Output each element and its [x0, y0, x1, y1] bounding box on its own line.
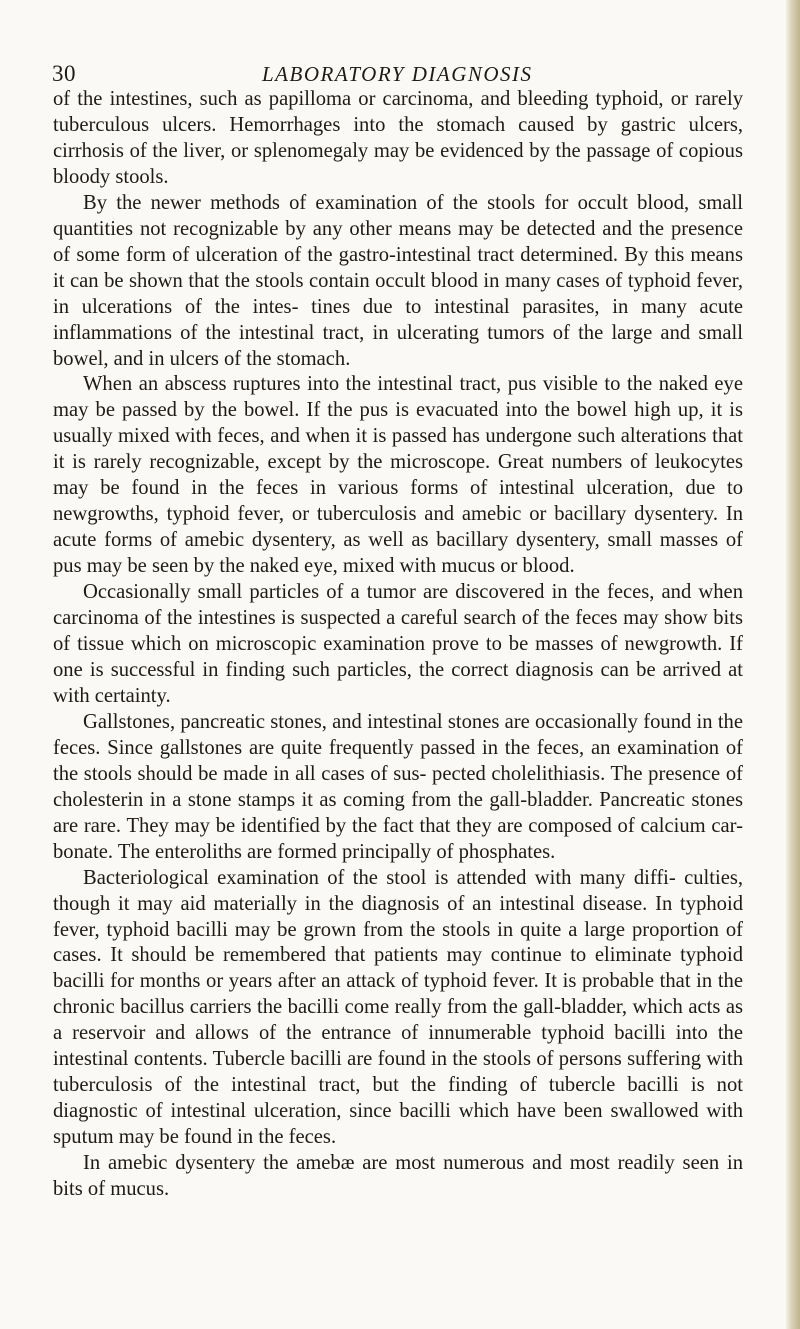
page-header — [52, 60, 742, 90]
page-edge — [786, 0, 800, 1329]
paragraph-2: By the newer methods of examination of the stools for occult blood, small quantities not recognizable by any other means may be detected and the presence of some form of ulceration of the gastro-intestinal tract determined. By this means it can be shown that the stools contain occult blood in many cases of typhoid fever, in ulcerations of the intes- tines due to intestinal parasites, in many acute inflammations of the intestinal tract, in ulcerating tumors of the large and small bowel, and in ulcers of the stomach. — [53, 191, 743, 370]
paragraph-7: In amebic dysentery the amebæ are most numerous and most readily seen in bits of mucus. — [53, 1152, 743, 1201]
paragraph-1: of the intestines, such as papilloma or carcinoma, and bleeding typhoid, or rarely tuberculous ulcers. Hemorrhages into the stomach caused by gastric ulcers, cirrhosis of the liver, or splenomegaly may be evidenced by the passage of copious bloody stools. — [53, 88, 743, 188]
paragraph-4: Occasionally small particles of a tumor are discovered in the feces, and when carcinoma of the intestines is suspected a careful search of the feces may show bits of tissue which on microscopic examination prove to be masses of newgrowth. If one is successful in finding such particles, the correct diagnosis can be arrived at with certainty. — [53, 581, 743, 707]
paragraph-6: Bacteriological examination of the stool is attended with many diffi- culties, though it may aid materially in the diagnosis of an intestinal disease. In typhoid fever, typhoid bacilli may be grown from the stools in quite a large proportion of cases. It should be remembered that patients may continue to eliminate typhoid bacilli for months or years after an attack of typhoid fever. It is probable that in the chronic bacillus carriers the bacilli come really from the gall-bladder, which acts as a reservoir and allows of the entrance of innumerable typhoid bacilli into the intestinal contents. Tubercle bacilli are found in the stools of persons suffering with tuberculosis of the intestinal tract, but the finding of tubercle bacilli is not diagnostic of intestinal ulceration, since bacilli which have been swallowed with sputum may be found in the feces. — [53, 866, 743, 1149]
paragraph-5: Gallstones, pancreatic stones, and intestinal stones are occasionally found in the feces. Since gallstones are quite frequently passed in the feces, an examination of the stools should be made in all cases of sus- pected cholelithiasis. The presence of cholesterin in a stone stamps it as coming from the gall-bladder. Pancreatic stones are rare. They may be identified by the fact that they are composed of calcium car- bonate. The enteroliths are formed principally of phosphates. — [53, 710, 743, 863]
body-text — [53, 87, 743, 1203]
page-number: 30 — [52, 61, 76, 86]
paragraph-3: When an abscess ruptures into the intestinal tract, pus visible to the naked eye may be passed by the bowel. If the pus is evacuated into the bowel high up, it is usually mixed with feces, and when it is passed has undergone such alterations that it is rarely recognizable, except by the microscope. Great numbers of leukocytes may be found in the feces in various forms of intestinal ulceration, due to newgrowths, typhoid fever, or tuberculosis and amebic or bacillary dysentery. In acute forms of amebic dysentery, as well as bacillary dysentery, small masses of pus may be seen by the naked eye, mixed with mucus or blood. — [53, 373, 743, 578]
running-title: LABORATORY DIAGNOSIS — [262, 62, 533, 86]
